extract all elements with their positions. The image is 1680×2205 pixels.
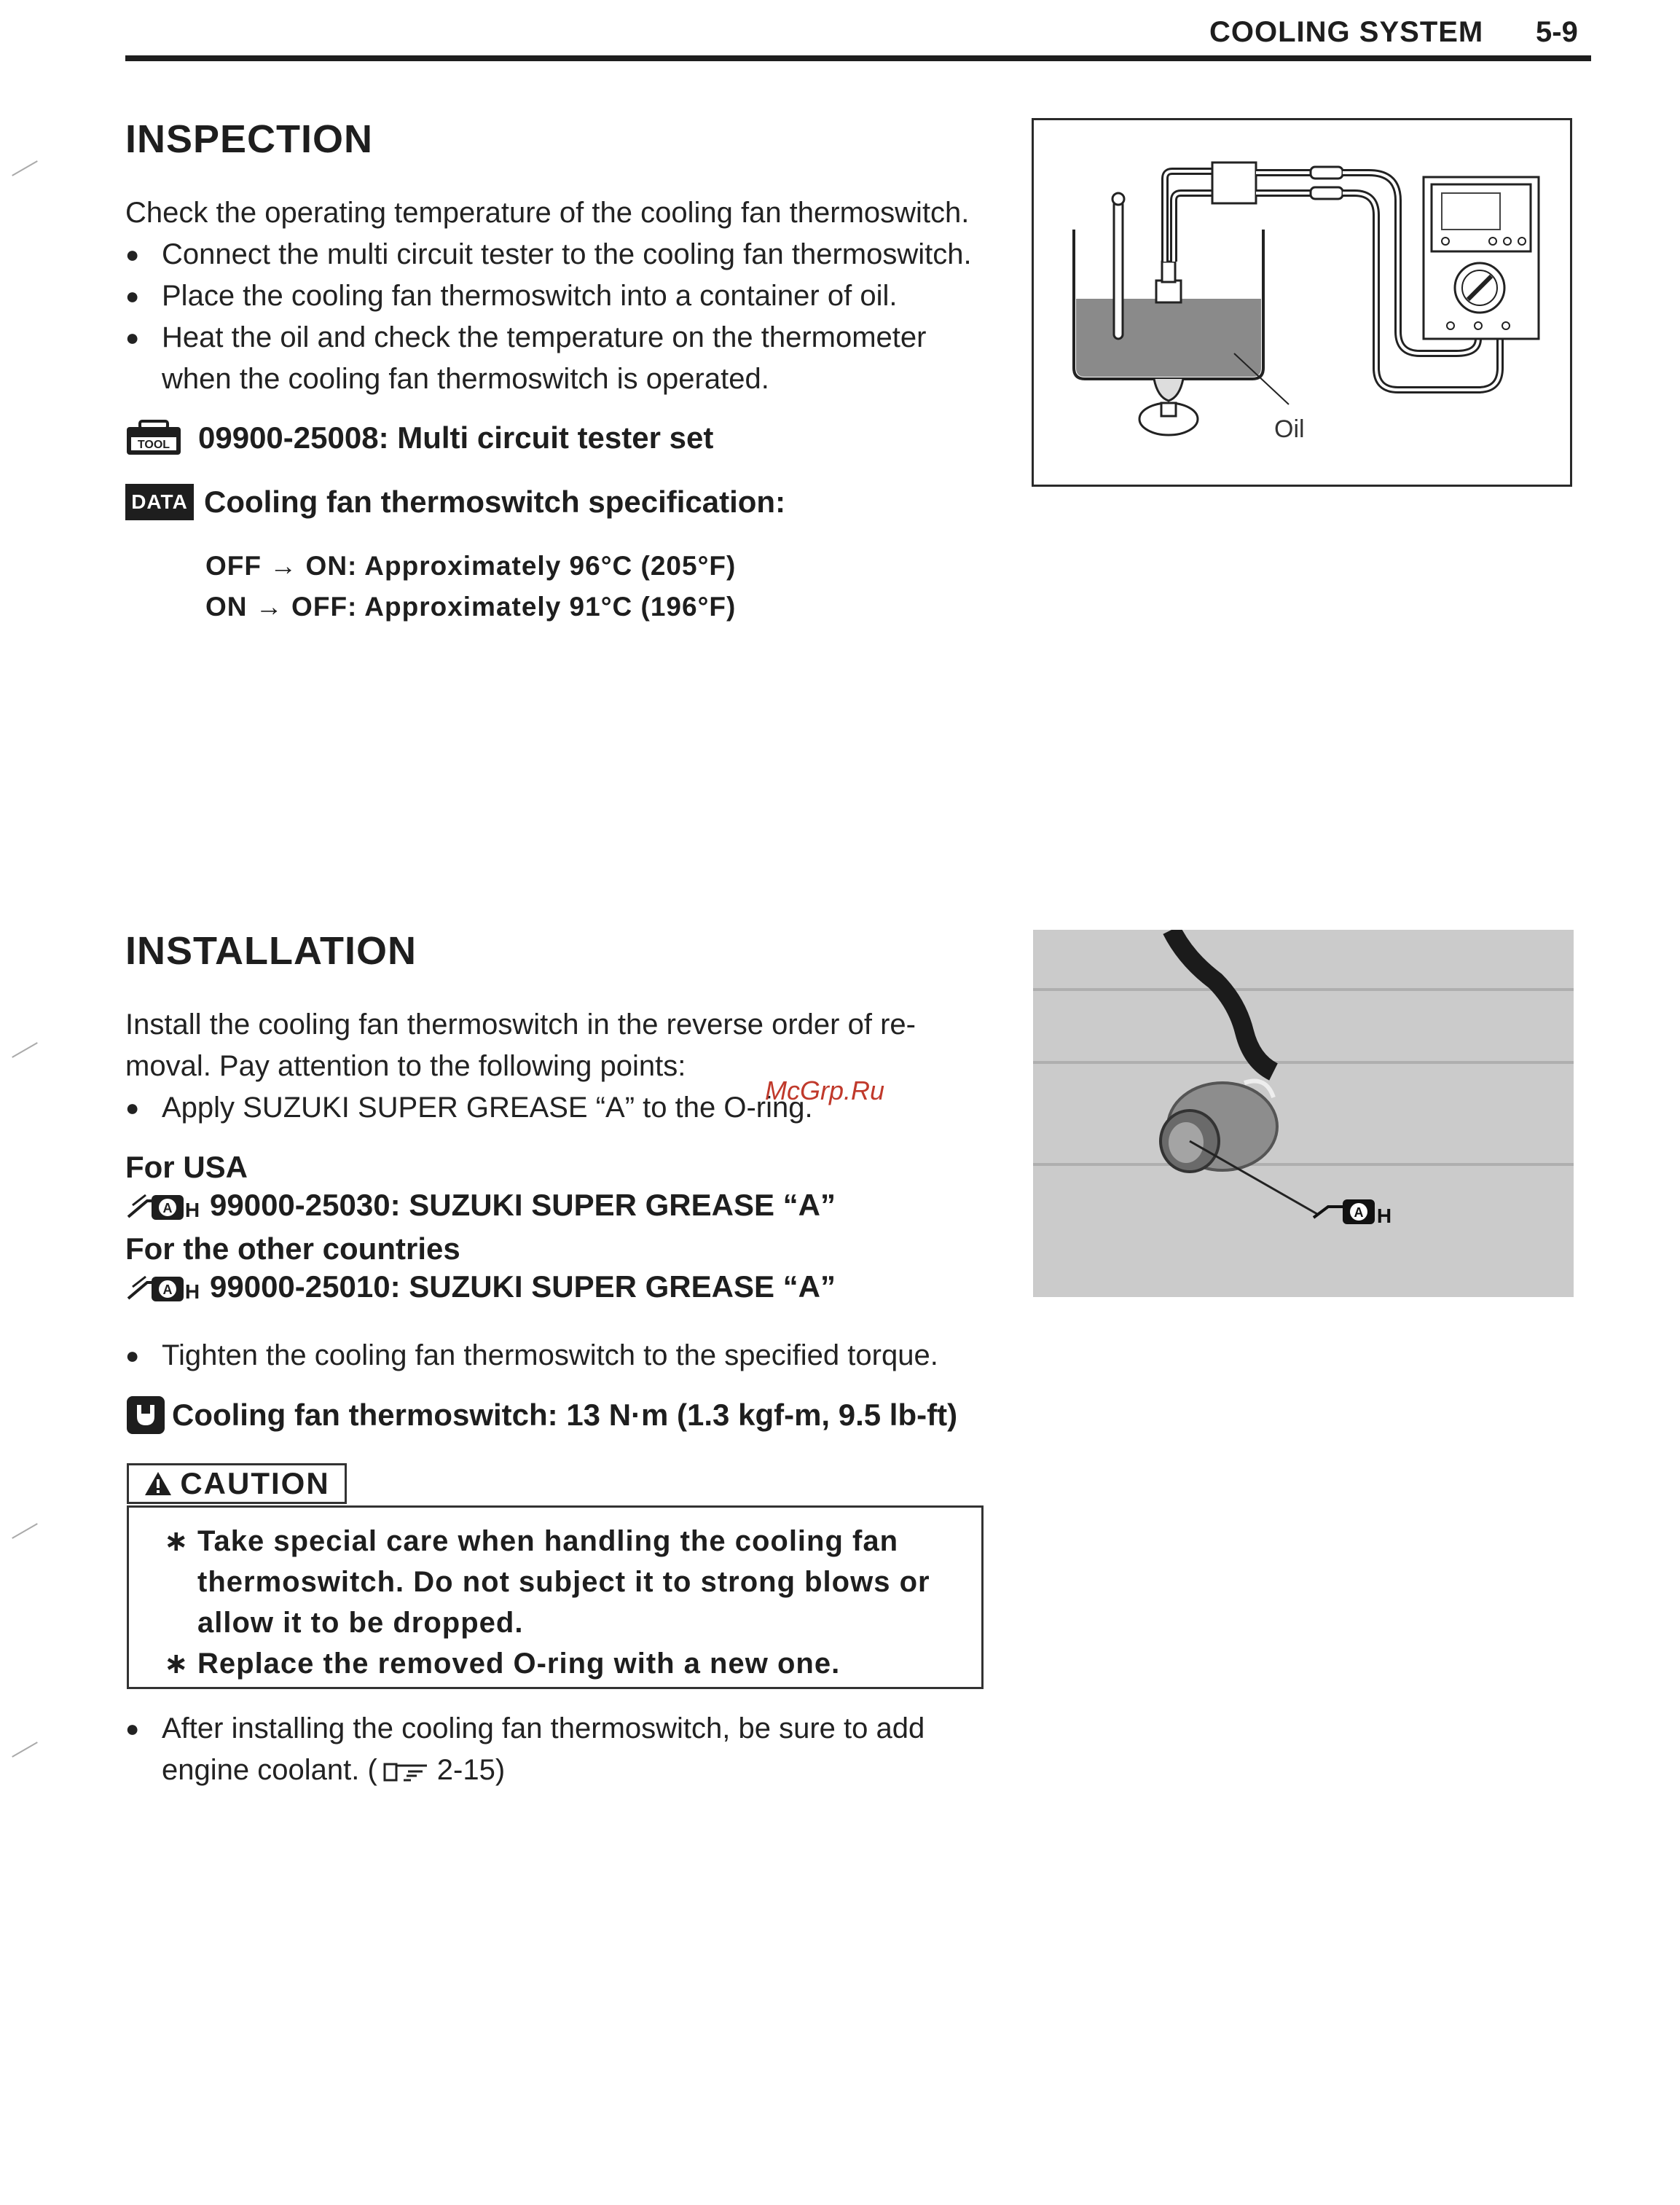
installation-intro-continued: moval. Pay attention to the following points: — [125, 1050, 686, 1082]
watermark: McGrp.Ru — [765, 1076, 885, 1105]
warning-icon — [144, 1470, 173, 1497]
tool-number: 09900-25008: Multi circuit tester set — [198, 420, 714, 455]
grease-other-number: 99000-25010: SUZUKI SUPER GREASE “A” — [210, 1269, 836, 1304]
inspection-step: ● Heat the oil and check the temperature on the thermometer — [125, 317, 1000, 359]
spec-off-on: OFF → ON: Approximately 96°C (205°F) — [205, 551, 737, 581]
torque-step: ● Tighten the cooling fan thermoswitch to the specified torque. — [125, 1335, 1680, 1376]
tool-icon — [125, 420, 182, 456]
thermoswitch-test-figure — [1032, 118, 1572, 487]
caution-label: CAUTION — [127, 1463, 347, 1504]
margin-mark — [12, 160, 38, 176]
grease-other-row — [125, 1269, 836, 1304]
grease-icon — [125, 1269, 203, 1304]
tool-row — [125, 420, 713, 456]
svg-text:A: A — [162, 1282, 173, 1297]
installation-intro: Install the cooling fan thermoswitch in the reverse order of re- — [125, 1008, 916, 1041]
svg-text:H: H — [1376, 1205, 1392, 1227]
inspection-intro: Check the operating temperature of the cooling fan thermoswitch. — [125, 197, 970, 229]
svg-text:A: A — [162, 1201, 173, 1215]
thermoswitch-photo — [1033, 930, 1574, 1297]
multi-circuit-tester — [1424, 177, 1539, 339]
grease-usa-number: 99000-25030: SUZUKI SUPER GREASE “A” — [210, 1188, 836, 1222]
spec-row — [125, 484, 785, 520]
inspection-step-continued: when the cooling fan thermoswitch is operated. — [162, 363, 769, 395]
margin-mark — [12, 1742, 38, 1758]
torque-wrench-icon — [125, 1395, 166, 1436]
caution-box — [127, 1505, 984, 1689]
inspection-step: ● Connect the multi circuit tester to the cooling fan thermoswitch. — [125, 234, 1000, 275]
caution-item-continued: thermoswitch. Do not subject it to strong blows or — [197, 1566, 930, 1598]
region-other: For the other countries — [125, 1231, 460, 1266]
grease-icon — [125, 1188, 203, 1223]
svg-text:H: H — [184, 1199, 200, 1221]
caution-item-continued: allow it to be dropped. — [197, 1607, 524, 1639]
page-number: 5-9 — [1536, 16, 1578, 48]
installation-heading: INSTALLATION — [125, 929, 417, 973]
margin-mark — [12, 1523, 38, 1539]
grease-usa-row — [125, 1188, 836, 1223]
spec-on-off: ON → OFF: Approximately 91°C (196°F) — [205, 592, 737, 622]
after-install-note: ● After installing the cooling fan thermoswitch, be sure to add engine coolant. ( 2-15) — [125, 1708, 1014, 1791]
caution-item: ∗ Take special care when handling the cooling fan — [164, 1525, 899, 1557]
installation-body — [125, 1004, 1000, 1129]
torque-spec: Cooling fan thermoswitch: 13 N·m (1.3 kgf-m, 9.5 lb-ft) — [172, 1398, 958, 1432]
oil-label: Oil — [1274, 415, 1305, 443]
inspection-body — [125, 192, 1000, 400]
spec-title: Cooling fan thermoswitch specification: — [204, 485, 786, 519]
inspection-step: ● Place the cooling fan thermoswitch into a container of oil. — [125, 275, 1000, 317]
svg-text:A: A — [1354, 1205, 1364, 1220]
svg-text:H: H — [184, 1280, 200, 1303]
region-usa: For USA — [125, 1150, 248, 1184]
caution-item: ∗ Replace the removed O-ring with a new one. — [164, 1648, 841, 1680]
grease-step: ● Apply SUZUKI SUPER GREASE “A” to the O-ring. — [125, 1087, 1000, 1129]
header-rule — [125, 55, 1591, 61]
thermometer — [1114, 200, 1123, 339]
reference-hand-icon — [382, 1758, 433, 1783]
thermoswitch — [1156, 281, 1181, 302]
margin-mark — [12, 1042, 38, 1058]
torque-row — [125, 1395, 957, 1436]
inspection-heading: INSPECTION — [125, 117, 374, 161]
oil-bath — [1076, 299, 1261, 377]
section-title: COOLING SYSTEM — [1209, 16, 1484, 48]
svg-text:TOOL: TOOL — [137, 439, 170, 451]
data-icon: DATA — [125, 484, 194, 520]
